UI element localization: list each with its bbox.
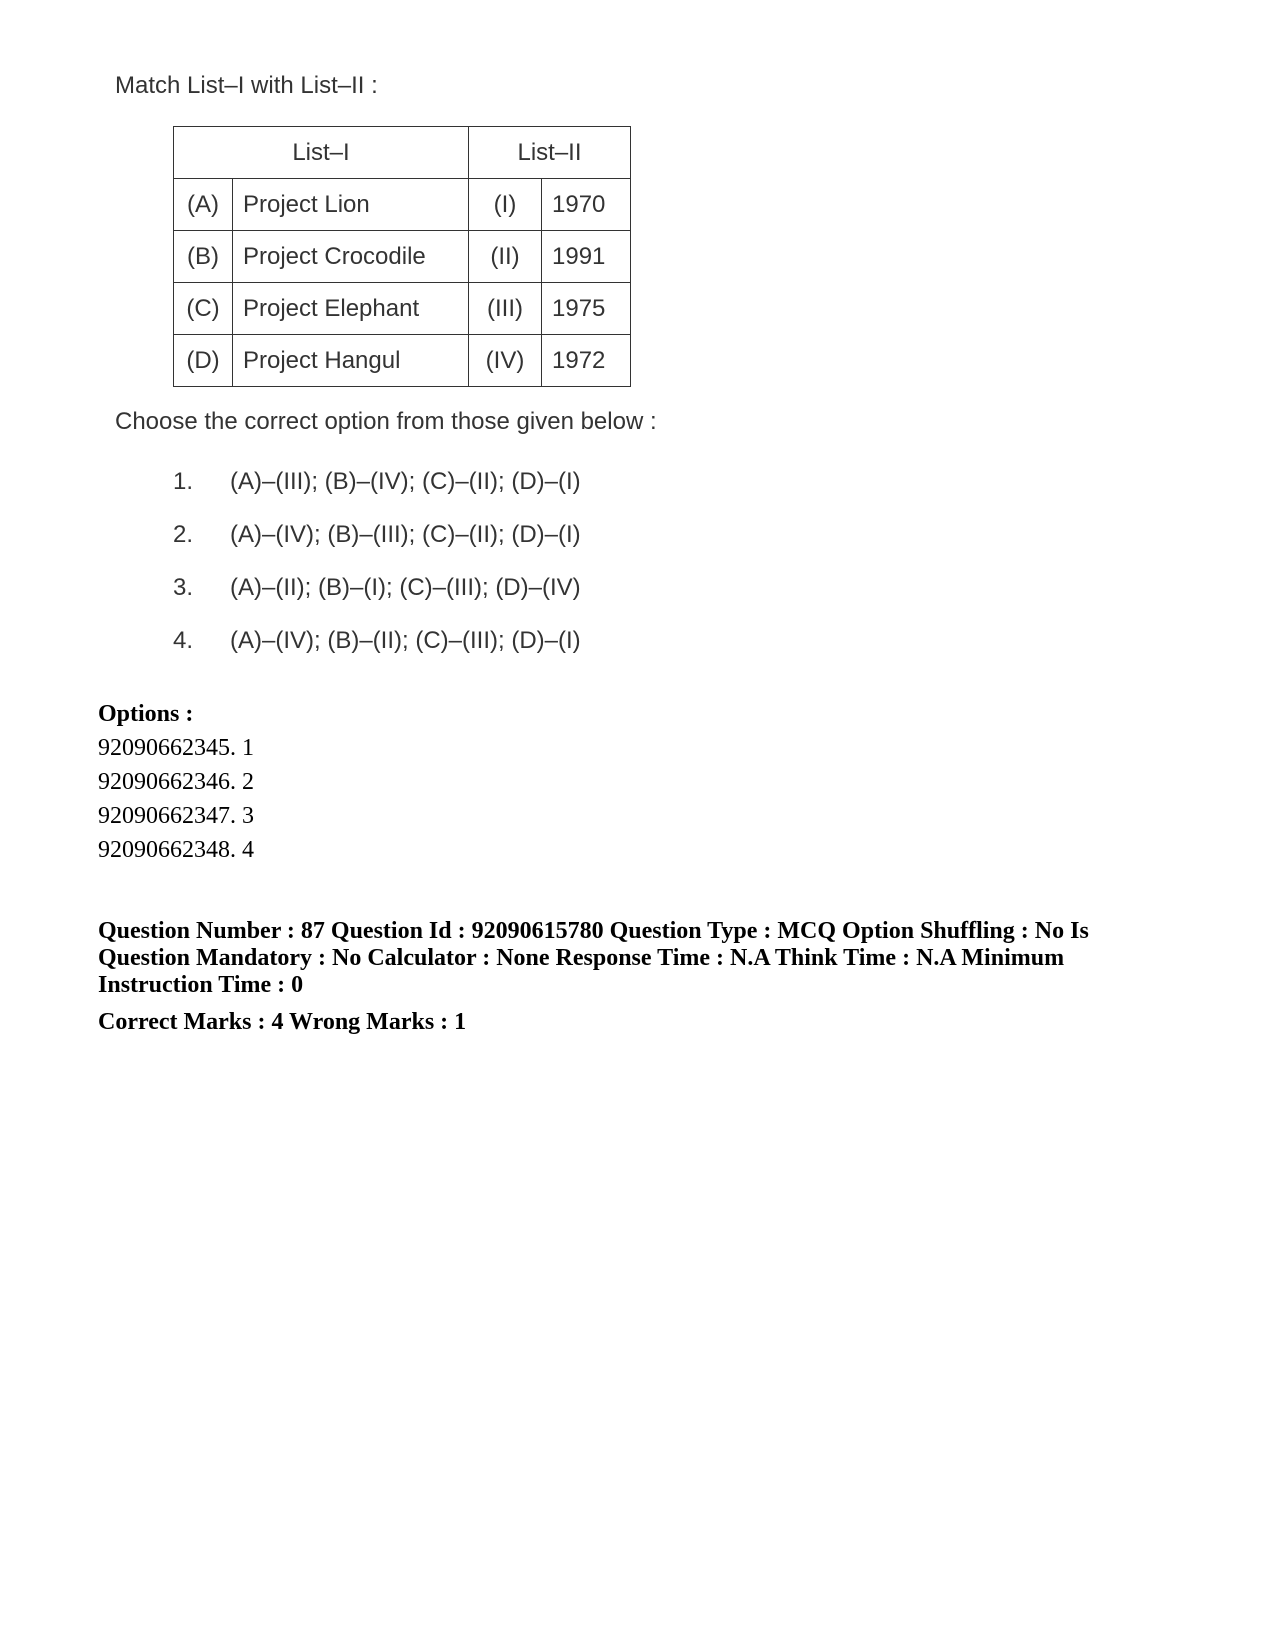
list1-header: List–I — [174, 127, 469, 179]
row-roman: (I) — [469, 179, 542, 231]
choice-item — [173, 455, 581, 508]
option-item: 92090662345. 1 — [98, 735, 254, 761]
marks-line: Correct Marks : 4 Wrong Marks : 1 — [98, 1009, 467, 1035]
row-item: Project Hangul — [233, 335, 469, 387]
table-row — [174, 335, 631, 387]
choice-item — [173, 561, 581, 614]
table-row — [174, 283, 631, 335]
row-year: 1970 — [542, 179, 631, 231]
option-item: 92090662348. 4 — [98, 837, 254, 863]
row-letter: (A) — [174, 179, 233, 231]
row-roman: (III) — [469, 283, 542, 335]
choice-number: 3. — [173, 573, 194, 601]
table-row — [174, 231, 631, 283]
choice-item — [173, 508, 581, 561]
row-roman: (II) — [469, 231, 542, 283]
row-item: Project Crocodile — [233, 231, 469, 283]
row-letter: (C) — [174, 283, 233, 335]
row-year: 1991 — [542, 231, 631, 283]
choice-text: (A)–(II); (B)–(I); (C)–(III); (D)–(IV) — [230, 573, 581, 601]
option-item: 92090662347. 3 — [98, 803, 254, 829]
row-letter: (B) — [174, 231, 233, 283]
table-row — [174, 179, 631, 231]
question-intro: Match List–I with List–II : — [115, 72, 378, 99]
choice-list — [173, 455, 581, 667]
choice-number: 1. — [173, 467, 194, 495]
question-meta: Question Number : 87 Question Id : 92090615780 Question Type : MCQ Option Shuffling : No Is Question Mandatory : No Calculator : None Response Time : N.A Think Time : N.A Minimum Instruction Time : 0 — [98, 918, 1089, 998]
options-title: Options : — [98, 701, 194, 727]
row-year: 1972 — [542, 335, 631, 387]
choice-item — [173, 614, 581, 667]
choice-text: (A)–(III); (B)–(IV); (C)–(II); (D)–(I) — [230, 467, 581, 495]
choice-number: 4. — [173, 626, 194, 654]
choose-instruction: Choose the correct option from those given below : — [115, 408, 657, 435]
row-year: 1975 — [542, 283, 631, 335]
row-item: Project Elephant — [233, 283, 469, 335]
row-roman: (IV) — [469, 335, 542, 387]
choice-text: (A)–(IV); (B)–(III); (C)–(II); (D)–(I) — [230, 520, 581, 548]
list2-header: List–II — [469, 127, 631, 179]
options-block — [98, 697, 254, 867]
option-item: 92090662346. 2 — [98, 769, 254, 795]
table-header-row — [174, 127, 631, 179]
match-table — [173, 126, 631, 387]
choice-text: (A)–(IV); (B)–(II); (C)–(III); (D)–(I) — [230, 626, 581, 654]
choice-number: 2. — [173, 520, 194, 548]
row-letter: (D) — [174, 335, 233, 387]
row-item: Project Lion — [233, 179, 469, 231]
